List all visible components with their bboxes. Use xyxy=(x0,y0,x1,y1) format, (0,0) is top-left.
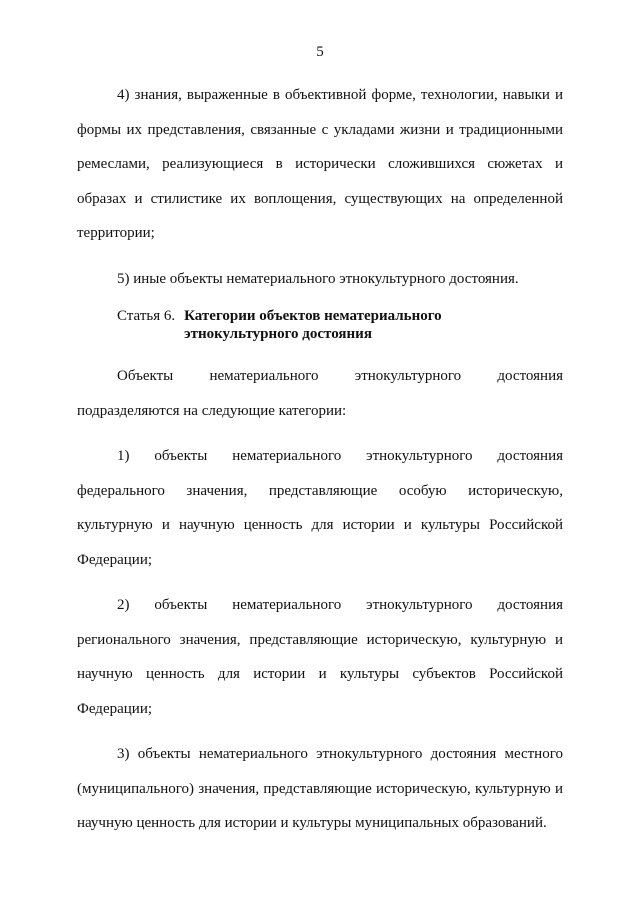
article-heading xyxy=(117,307,563,343)
document-body xyxy=(77,78,563,852)
paragraph-intro: Объекты нематериального этнокультурного достояния подразделяются на следующие категории: xyxy=(77,368,563,419)
paragraph-category-1: 1) объекты нематериального этнокультурного достояния федерального значения, представляющие особую историческую, культурную и научную ценность для истории и культуры Российской Федерации; xyxy=(77,448,563,568)
article-label: Статья 6. xyxy=(117,308,176,324)
article-title: Категории объектов нематериального этнокультурного достояния xyxy=(184,308,442,342)
page-number: 5 xyxy=(316,44,324,60)
paragraph-category-3: 3) объекты нематериального этнокультурного достояния местного (муниципального) значения, представляющие историческую, культурную и научную ценность для истории и культуры муниципальных образований. xyxy=(77,746,563,831)
paragraph-item-4: 4) знания, выраженные в объективной форме, технологии, навыки и формы их представления, связанные с укладами жизни и традиционными ремеслами, реализующиеся в исторически сложившихся сюжетах и образах и стилистике их воплощения, существующих на определенной территории; xyxy=(77,87,563,241)
paragraph-category-2: 2) объекты нематериального этнокультурного достояния регионального значения, представляющие историческую, культурную и научную ценность для истории и культуры субъектов Российской Федерации; xyxy=(77,597,563,717)
paragraph-item-5: 5) иные объекты нематериального этнокультурного достояния. xyxy=(117,270,519,287)
